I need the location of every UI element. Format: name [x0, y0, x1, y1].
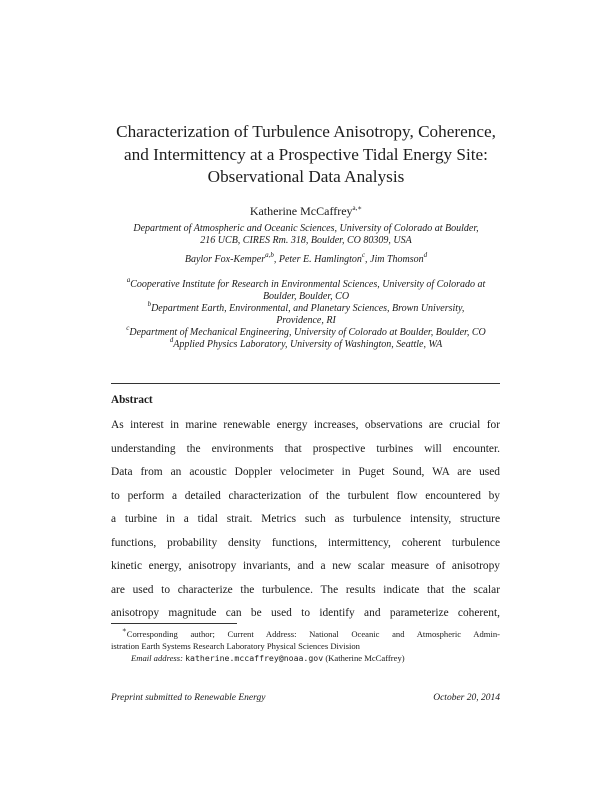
footnote — [111, 628, 500, 664]
abstract-heading: Abstract — [111, 394, 153, 406]
affiliation-line: Department of Atmospheric and Oceanic Sciences, University of Colorado at Boulder, — [133, 223, 479, 234]
affiliation-a — [100, 276, 512, 291]
title-line: Observational Data Analysis — [207, 167, 405, 186]
affiliation-text: Applied Physics Laboratory, University of Washington, Seattle, WA — [173, 339, 443, 350]
footnote-text: Corresponding author; Current Address: National Oceanic and Atmospheric Admin- — [126, 629, 500, 639]
coauthor-name: Baylor Fox-Kemper — [184, 254, 266, 265]
author-name: Katherine McCaffrey — [249, 204, 353, 218]
affiliation-d — [100, 336, 512, 351]
page-footer — [111, 692, 500, 704]
footnote-line: istration Earth Systems Research Laboratory Physical Sciences Division — [111, 641, 360, 651]
coauthor-separator: , — [365, 254, 371, 265]
abstract-divider — [111, 383, 500, 384]
paper-title — [90, 121, 522, 189]
abstract-line: a turbine in a tidal strait. Metrics such as turbulence intensity, structure — [111, 513, 500, 525]
email-owner: (Katherine McCaffrey) — [325, 653, 405, 663]
author-marks: a,∗ — [352, 204, 363, 212]
coauthor-list — [100, 251, 512, 266]
coauthor-marks: d — [423, 251, 428, 259]
affiliation-mark: d — [169, 336, 174, 344]
affiliation-mark: b — [147, 300, 152, 308]
affiliation-line: 216 UCB, CIRES Rm. 318, Boulder, CO 80309, USA — [200, 235, 412, 246]
affiliation-c — [100, 324, 512, 339]
affiliation-text: Boulder, Boulder, CO — [262, 291, 350, 302]
footer-date: October 20, 2014 — [433, 693, 500, 703]
abstract-line: functions, probability density functions, intermittency, coherent turbulence — [111, 536, 500, 549]
footnote-divider — [111, 623, 237, 624]
footnote-mark: ∗ — [122, 626, 127, 634]
abstract-line: Data from an acoustic Doppler velocimeter in Puget Sound, WA are used — [111, 466, 500, 478]
email-label: Email address: — [131, 653, 183, 663]
affiliation-text: Department of Mechanical Engineering, University of Colorado at Boulder, Boulder, CO — [129, 327, 486, 338]
affiliation-text: Providence, RI — [276, 315, 336, 326]
abstract-line: kinetic energy, anisotropy invariants, and a new scalar measure of anisotropy — [111, 560, 500, 572]
affiliation-mark: c — [126, 324, 130, 332]
footer-journal: Preprint submitted to Renewable Energy — [111, 693, 266, 703]
affiliation-b — [100, 300, 512, 315]
affiliation-text: Department Earth, Environmental, and Planetary Sciences, Brown University, — [151, 303, 465, 314]
coauthor-name: Peter E. Hamlington — [278, 254, 362, 265]
affiliation-list — [100, 276, 512, 351]
affiliation-mark: a — [126, 276, 131, 284]
abstract-line: are used to characterize the turbulence. The results indicate that the scalar — [111, 583, 500, 596]
coauthor-marks: a,b — [265, 251, 274, 259]
title-line: Characterization of Turbulence Anisotropy, Coherence, — [116, 122, 496, 141]
coauthor-name: Jim Thomson — [370, 254, 424, 265]
coauthor-marks: c — [361, 251, 366, 259]
abstract-line: understanding the environments that prospective turbines will encounter. — [111, 442, 500, 455]
abstract-body — [111, 417, 500, 629]
coauthor-separator: , — [273, 254, 279, 265]
footnote-email-line — [111, 652, 500, 664]
corresponding-author — [90, 204, 522, 218]
footnote-line — [111, 628, 500, 640]
email-link[interactable]: katherine.mccaffrey@noaa.gov — [185, 653, 324, 663]
abstract-line: As interest in marine renewable energy increases, observations are crucial for — [111, 419, 500, 431]
corresponding-author-affiliation — [100, 223, 512, 247]
affiliation-text: Cooperative Institute for Research in Environmental Sciences, University of Colorado at — [130, 279, 486, 290]
abstract-line: anisotropy magnitude can be used to identify and parameterize coherent, — [111, 607, 500, 619]
title-line: and Intermittency at a Prospective Tidal Energy Site: — [124, 144, 488, 164]
abstract-line: to perform a detailed characterization of the turbulent flow encountered by — [111, 489, 500, 502]
